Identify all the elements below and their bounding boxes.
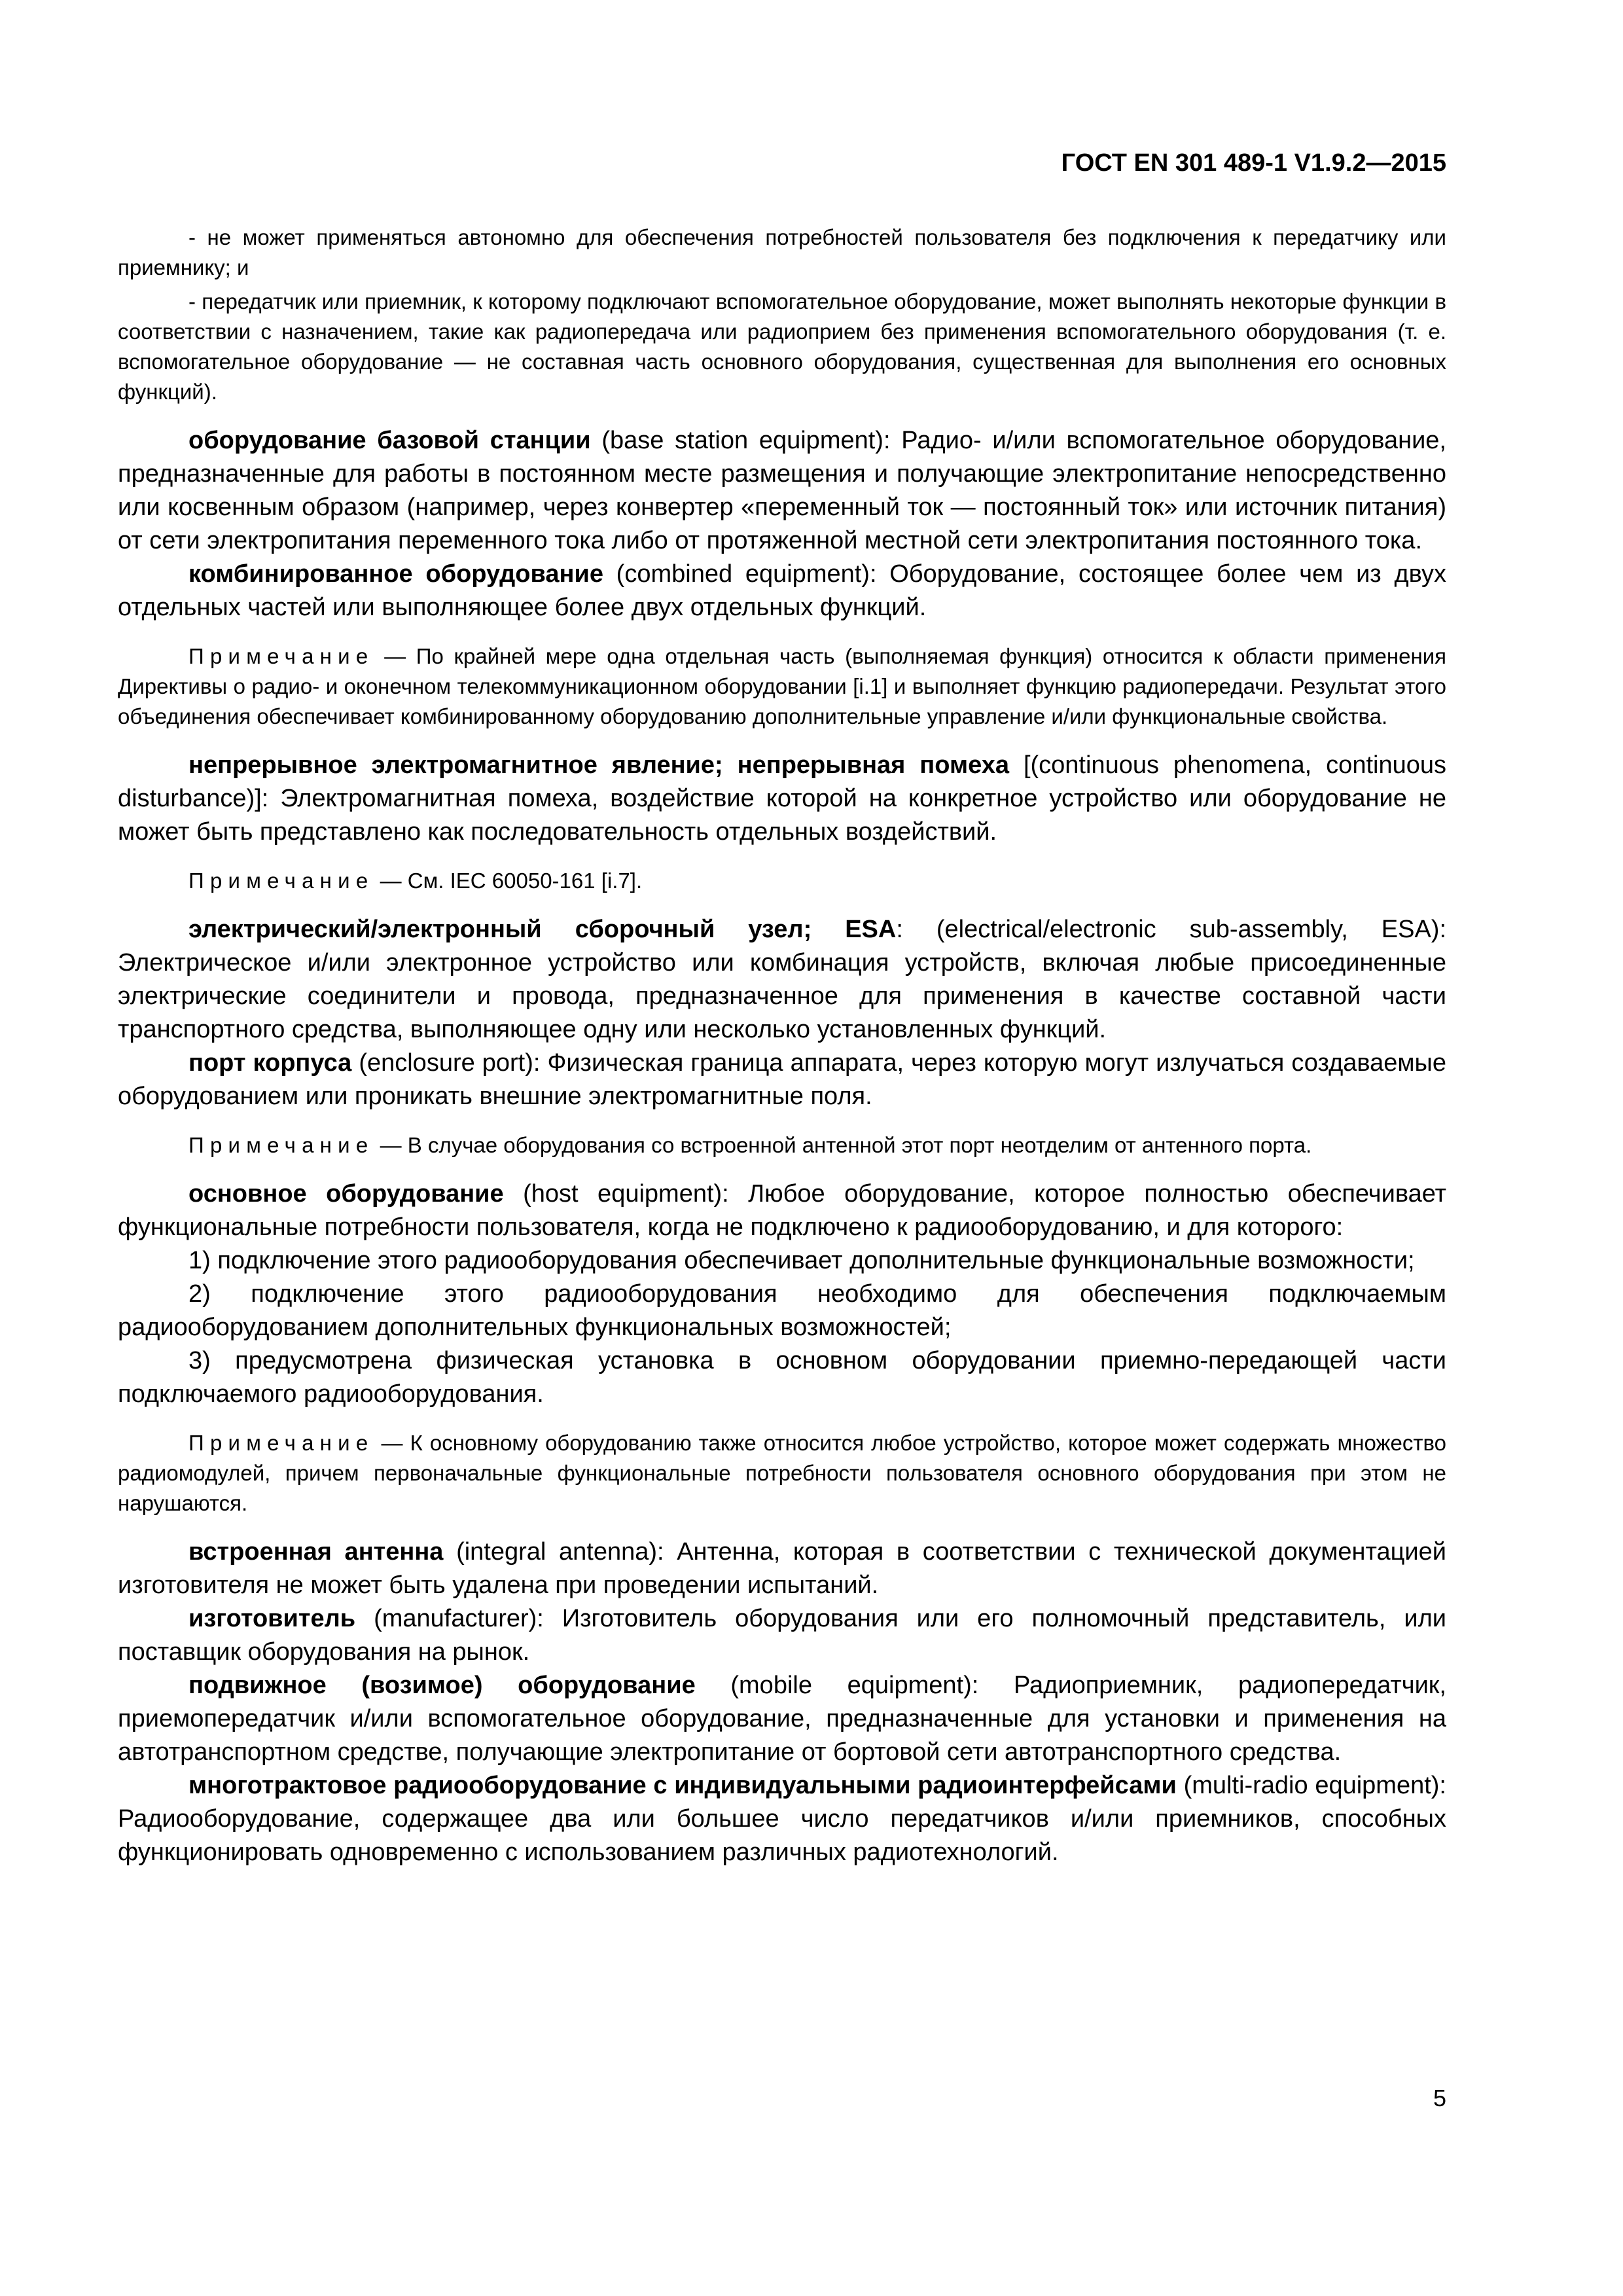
definition-text: [(continuous phenomena, continuous disturbance)]: Электромагнитная помеха, воздействие которой на конкретное устройство или оборудование не может быть представлено как последовательность отдельных воздействий. xyxy=(118,751,1446,846)
host-item: 1) подключение этого радиооборудования обеспечивает дополнительные функциональные возможности; xyxy=(188,1247,1415,1274)
note-text: — К основному оборудованию также относится любое устройство, которое может содержать множество радиомодулей, причем первоначальные функциональные потребности пользователя основного оборудования при этом не нарушаются. xyxy=(118,1431,1446,1515)
note-label: Примечание xyxy=(188,1431,374,1455)
note-host xyxy=(118,1428,1446,1518)
definition-base-station xyxy=(118,424,1446,558)
note-label: Примечание xyxy=(188,869,374,893)
definition-multi-radio xyxy=(118,1769,1446,1869)
definition-esa xyxy=(118,913,1446,1047)
document-header: ГОСТ EN 301 489-1 V1.9.2—2015 xyxy=(1061,149,1446,177)
definition-mobile xyxy=(118,1669,1446,1769)
definition-text: (enclosure port): Физическая граница аппарата, через которую могут излучаться создаваемые оборудованием или проникать внешние электромагнитные поля. xyxy=(118,1049,1446,1110)
term: подвижное (возимое) оборудование xyxy=(188,1672,696,1699)
term: непрерывное электромагнитное явление; непрерывная помеха xyxy=(188,751,1009,779)
host-item: 3) предусмотрена физическая установка в основном оборудовании приемно-передающей части подключаемого радиооборудования. xyxy=(118,1347,1446,1408)
definition-text: (manufacturer): Изготовитель оборудования или его полномочный представитель, или поставщик оборудования на рынок. xyxy=(118,1605,1446,1666)
definition-text: (mobile equipment): Радиоприемник, радиопередатчик, приемопередатчик и/или вспомогательное оборудование, предназначенные для установки и применения на автотранспортном средстве, получающие электропитание от бортовой сети автотранспортного средства. xyxy=(118,1672,1446,1766)
definition-text: (multi-radio equipment): Радиооборудование, содержащее два или большее число передатчиков и/или приемников, способных функционировать одновременно с использованием различных радиотехнологий. xyxy=(118,1772,1446,1866)
note-label: Примечание xyxy=(188,1133,374,1157)
note-text: — По крайней мере одна отдельная часть (выполняемая функция) относится к области применения Директивы о радио- и оконечном телекоммуникационном оборудовании [i.1] и выполняет функцию радиопередачи. Результат этого объединения обеспечивает комбинированному оборудованию дополнительные управление и/или функциональные свойства. xyxy=(118,644,1446,728)
note-label: Примечание xyxy=(188,644,374,668)
definition-integral-antenna xyxy=(118,1535,1446,1602)
definition-manufacturer xyxy=(118,1602,1446,1669)
definition-text: (host equipment): Любое оборудование, которое полностью обеспечивает функциональные потребности пользователя, когда не подключено к радиооборудованию, и для которого: xyxy=(118,1180,1446,1241)
definition-text: (integral antenna): Антенна, которая в соответствии с технической документацией изготовителя не может быть удалена при проведении испытаний. xyxy=(118,1538,1446,1599)
document-body xyxy=(118,223,1446,1869)
term: многотрактовое радиооборудование с индивидуальными радиоинтерфейсами xyxy=(188,1772,1177,1799)
definition-text: : (electrical/electronic sub-assembly, ESA): Электрическое и/или электронное устройство или комбинация устройств, включая любые присоединенные электрические соединители и провода, предназначенное для применения в качестве составной части транспортного средства, выполняющее одну или несколько установленных функций. xyxy=(118,916,1447,1043)
term: электрический/электронный сборочный узел; ESA xyxy=(188,916,897,943)
definition-host xyxy=(118,1177,1446,1244)
term: порт корпуса xyxy=(188,1049,352,1077)
note-text: — См. IEC 60050-161 [i.7]. xyxy=(374,869,643,893)
document-page xyxy=(118,0,1446,2296)
host-item: 2) подключение этого радиооборудования необходимо для обеспечения подключаемым радиооборудованием дополнительных функциональных возможностей; xyxy=(118,1280,1446,1341)
term: изготовитель xyxy=(188,1605,356,1632)
note-enclosure-port xyxy=(118,1130,1446,1160)
definition-enclosure-port xyxy=(118,1047,1446,1113)
page-number: 5 xyxy=(1433,2085,1446,2111)
term: основное оборудование xyxy=(188,1180,504,1208)
list-item: - не может применяться автономно для обеспечения потребностей пользователя без подключения к передатчику или приемнику; и xyxy=(118,225,1446,279)
term: комбинированное оборудование xyxy=(188,560,603,588)
term: оборудование базовой станции xyxy=(188,427,591,454)
note-text: — В случае оборудования со встроенной антенной этот порт неотделим от антенного порта. xyxy=(374,1133,1312,1157)
definition-continuous xyxy=(118,749,1446,849)
note-continuous xyxy=(118,866,1446,896)
definition-text: (combined equipment): Оборудование, состоящее более чем из двух отдельных частей или выполняющее более двух отдельных функций. xyxy=(118,560,1446,621)
definition-combined xyxy=(118,558,1446,624)
term: встроенная антенна xyxy=(188,1538,444,1566)
list-item: - передатчик или приемник, к которому подключают вспомогательное оборудование, может выполнять некоторые функции в соответствии с назначением, такие как радиопередача или радиоприем без применения вспомогательного оборудования (т. е. вспомогательное оборудование — не составная часть основного оборудования, существенная для выполнения его основных функций). xyxy=(118,289,1446,404)
definition-text: (base station equipment): Радио- и/или вспомогательное оборудование, предназначенные для работы в постоянном месте размещения и получающие электропитание непосредственно или косвенным образом (например, через конвертер «переменный ток — постоянный ток» или источник питания) от сети электропитания переменного тока либо от протяженной местной сети электропитания постоянного тока. xyxy=(118,427,1446,554)
note-combined xyxy=(118,641,1446,732)
